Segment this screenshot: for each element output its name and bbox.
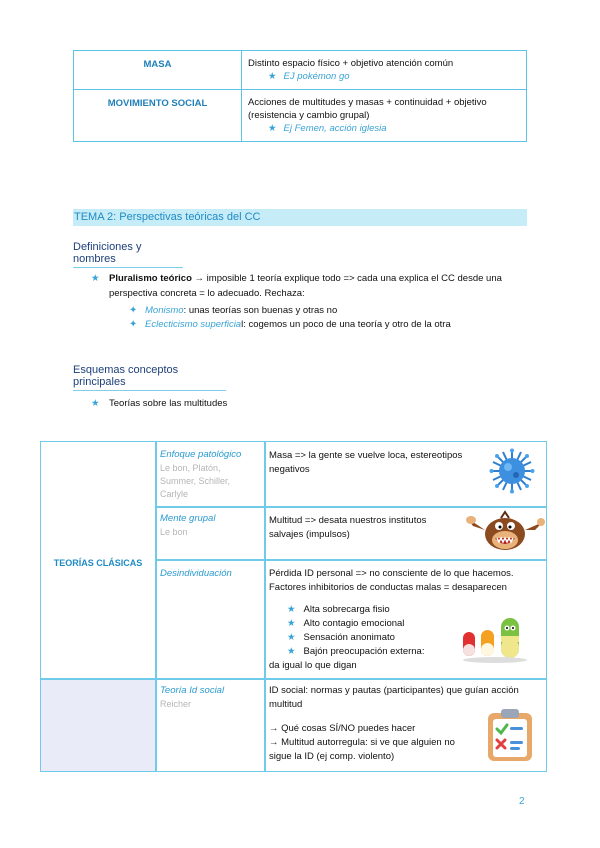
desc-line: sigue la ID (ej comp. violento): [269, 751, 395, 762]
pills-cartoon-icon: [457, 612, 533, 664]
virus-icon: [489, 448, 535, 494]
desc-line: multitud: [269, 699, 303, 710]
theory-desc-mente: [269, 514, 469, 542]
star-icon: ★: [268, 71, 277, 82]
bullet-multitudes: [91, 396, 228, 411]
top-concepts-table: [73, 50, 527, 142]
pluralismo-text-2: perspectiva concreta = lo adecuado. Rechaza:: [109, 288, 305, 299]
factor-text: Alto contagio emocional: [303, 618, 405, 629]
row-text: Acciones de multitudes y masas + continuidad + objetivo: [248, 97, 487, 108]
term-eclecticismo: Eclecticismo superficia: [145, 319, 242, 330]
desc-line: → Multitud autorregula: si ve que alguien no: [269, 737, 455, 748]
table-row: [74, 90, 527, 142]
star-icon: ★: [287, 618, 296, 629]
bullet-multitudes-text: Teorías sobre las multitudes: [109, 398, 228, 409]
sparkle-icon: ✦: [129, 305, 138, 316]
example-line: [268, 122, 520, 135]
table-divider: [155, 506, 547, 508]
star-icon: ★: [287, 646, 296, 657]
pluralismo-text-1: → imposible 1 teoría explique todo => cada una explica el CC desde una: [191, 273, 502, 284]
group-cell-shading: [41, 679, 155, 771]
star-icon: ★: [287, 604, 296, 615]
bullet-pluralismo: [91, 271, 529, 301]
factor-text: Sensación anonimato: [303, 632, 395, 643]
section-heading-esquemas: Esquemas conceptos principales: [73, 364, 226, 391]
desc-line: da igual lo que digan: [269, 660, 357, 671]
table-divider: [41, 678, 547, 680]
table-divider: [155, 442, 157, 771]
theory-title: Desindividuación: [160, 568, 232, 579]
theory-author: Summer, Schiller,: [160, 476, 231, 486]
row-text: Distinto espacio físico + objetivo atención común: [248, 58, 454, 69]
desc-line: → Qué cosas SÍ/NO puedes hacer: [269, 723, 416, 734]
page-number: 2: [519, 796, 525, 807]
desc-line: ID social: normas y pautas (participantes) que guían acción: [269, 685, 519, 696]
theory-desindividuacion: [160, 567, 232, 581]
theory-author: Le bon, Platón,: [160, 463, 221, 473]
taz-cartoon-icon: [465, 510, 545, 556]
star-icon: ★: [287, 632, 296, 643]
example-text: EJ pokémon go: [283, 71, 350, 82]
theory-title: Teoría Id social: [160, 685, 225, 696]
star-icon: ★: [268, 123, 277, 134]
star-icon: ★: [91, 398, 100, 409]
theory-title: Mente grupal: [160, 513, 216, 524]
term-pluralismo: Pluralismo teórico: [109, 273, 192, 284]
section-heading-definiciones: Definiciones y nombres: [73, 241, 183, 268]
theory-mente-grupal: [160, 512, 215, 539]
row-label: MOVIMIENTO SOCIAL: [74, 90, 242, 142]
theory-author: Reicher: [160, 699, 192, 709]
term-monismo: Monismo: [145, 305, 184, 316]
theory-enfoque-patologico: [160, 448, 241, 501]
desc-line: Masa => la gente se vuelve loca, estereotipos: [269, 450, 463, 461]
sub-bullet-monismo: [129, 304, 338, 318]
desc-line: salvajes (impulsos): [269, 529, 350, 540]
desc-line: Pérdida ID personal => no consciente de lo que hacemos.: [269, 568, 514, 579]
desc-line: Factores inhibitorios de conductas malas = desaparecen: [269, 582, 507, 593]
sparkle-icon: ✦: [129, 319, 138, 330]
factor-text: Alta sobrecarga fisio: [303, 604, 390, 615]
theories-table: [40, 441, 547, 772]
example-line: [268, 70, 520, 83]
row-content: [242, 90, 527, 142]
row-text: (resistencia y cambio grupal): [248, 110, 370, 121]
table-row: [74, 51, 527, 90]
example-text: Ej Femen, acción iglesia: [283, 123, 387, 134]
group-label-teorias-clasicas: TEORÍAS CLÁSICAS: [53, 558, 143, 568]
table-divider: [155, 559, 547, 561]
table-divider: [264, 442, 266, 771]
star-icon: ★: [91, 273, 100, 284]
theory-title: Enfoque patológico: [160, 449, 242, 460]
checklist-clipboard-icon: [485, 707, 535, 763]
factor-text: Bajón preocupación externa:: [303, 646, 425, 657]
eclecticismo-text: l: cogemos un poco de una teoría y otro de la otra: [241, 319, 451, 330]
theory-author: Carlyle: [160, 489, 189, 499]
monismo-text: : unas teorías son buenas y otras no: [183, 305, 338, 316]
theory-desc-enfoque: [269, 449, 479, 477]
row-label: MASA: [74, 51, 242, 90]
desc-line: Multitud => desata nuestros institutos: [269, 515, 427, 526]
theory-id-social: [160, 684, 224, 711]
sub-bullet-eclecticismo: [129, 318, 451, 332]
desc-line: negativos: [269, 464, 310, 475]
topic-heading: TEMA 2: Perspectivas teóricas del CC: [73, 209, 527, 226]
row-content: [242, 51, 527, 90]
theory-author: Le bon: [160, 527, 188, 537]
